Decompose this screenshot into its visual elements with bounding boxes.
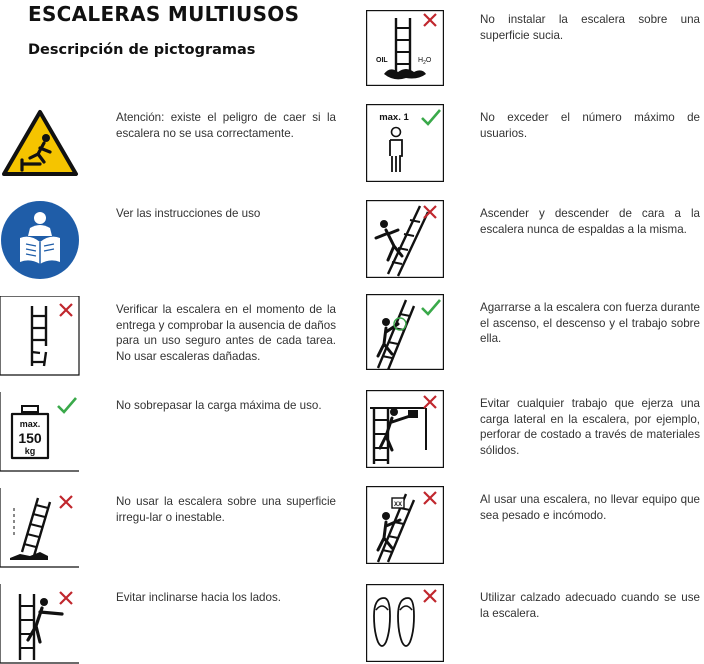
damaged-ladder-icon [0, 296, 80, 376]
item-text: Evitar cualquier trabajo que ejerza una carga lateral en la escalera, por ejemplo, perforar de costado a través de materiales sólidos. [480, 397, 700, 457]
equip-label: XX [393, 502, 403, 508]
item-text: Evitar inclinarse hacia los lados. [116, 591, 281, 604]
max-users-icon [366, 104, 444, 182]
backward-climb-icon [366, 200, 444, 278]
load-unit: kg [24, 446, 36, 456]
item-text: No usar la escalera sobre una superficie irregu-lar o inestable. [116, 495, 336, 524]
page-subtitle: Descripción de pictogramas [28, 42, 256, 58]
side-load-icon [366, 390, 444, 468]
item-text: Verificar la escalera en el momento de la entrega y comprobar la ausencia de daños para un uso seguro antes de cada tarea. No usar escaleras dañadas. [116, 303, 336, 363]
item-text: Al usar una escalera, no llevar equipo que sea pesado e incómodo. [480, 493, 700, 522]
users-label: max. 1 [379, 112, 409, 123]
item-text: Utilizar calzado adecuado cuando se use la escalera. [480, 591, 700, 620]
load-value: 150 [18, 430, 42, 446]
item-text: Ver las instrucciones de uso [116, 207, 261, 220]
max-load-icon [0, 392, 80, 472]
load-label: max. [19, 419, 41, 429]
grip-ladder-icon [366, 294, 444, 370]
item-text: Ascender y descender de cara a la escalera nunca de espaldas a la misma. [480, 207, 700, 236]
item-text: No instalar la escalera sobre una superficie sucia. [480, 13, 700, 42]
lean-sideways-icon [0, 584, 80, 664]
uneven-surface-icon [0, 488, 80, 568]
oil-label: OIL [376, 57, 388, 64]
item-text: Agarrarse a la escalera con fuerza durante el ascenso, el descenso y el trabajo sobre ella. [480, 301, 700, 345]
read-instructions-icon [0, 200, 80, 280]
item-text: No sobrepasar la carga máxima de uso. [116, 399, 322, 412]
svg-text:H2O: $H_2O$ [418, 57, 432, 66]
heavy-equipment-icon [366, 486, 444, 564]
sandals-icon [366, 584, 444, 662]
dirty-surface-icon [366, 10, 444, 86]
page-title: ESCALERAS MULTIUSOS [28, 2, 300, 26]
fall-warning-icon [0, 108, 80, 180]
item-text: No exceder el número máximo de usuarios. [480, 111, 700, 140]
item-text: Atención: existe el peligro de caer si la escalera no se usa correctamente. [116, 111, 336, 140]
